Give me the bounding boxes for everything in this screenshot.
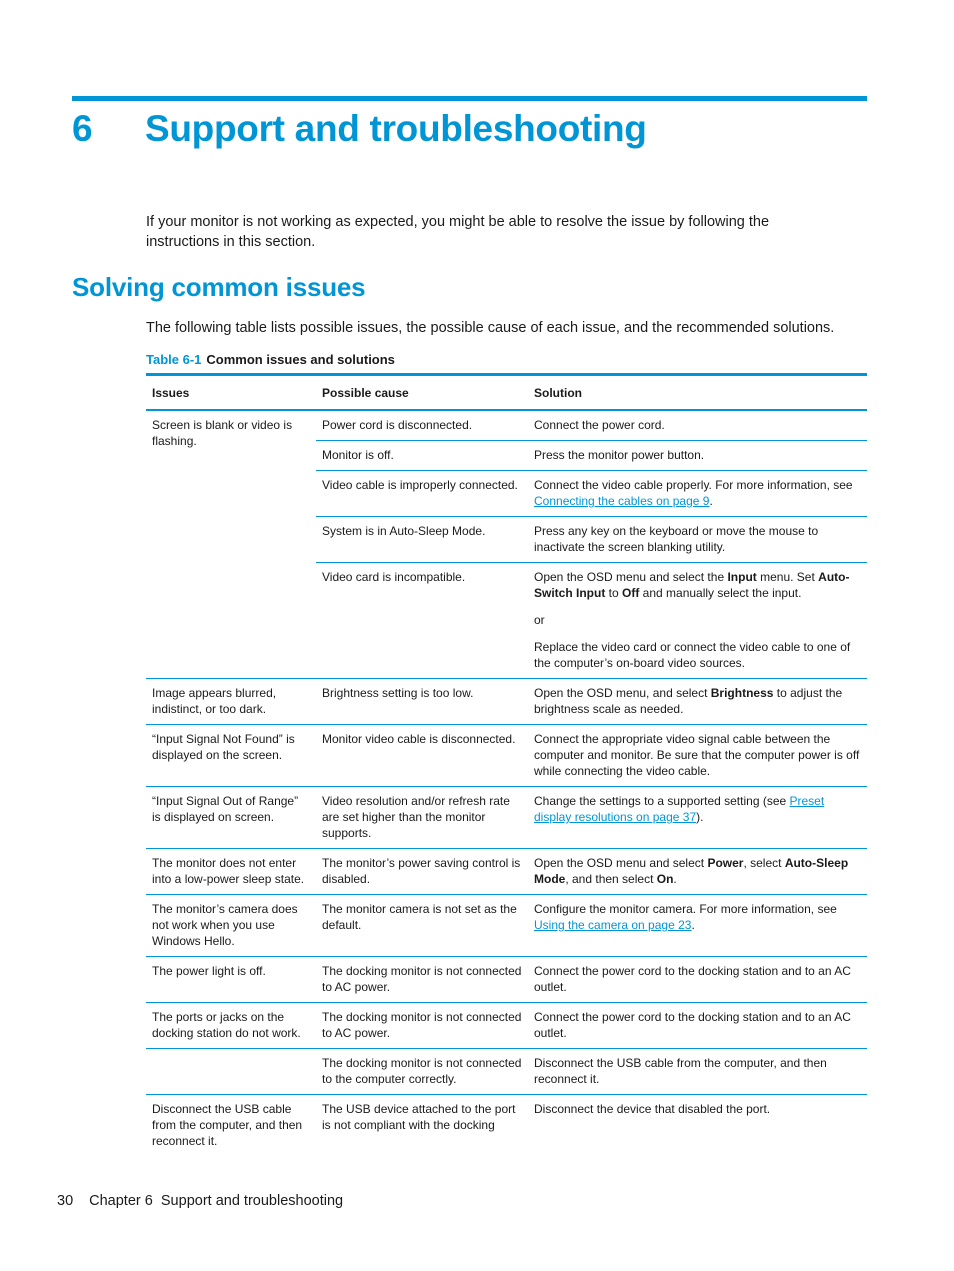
osd-on-term: On: [656, 872, 674, 886]
solution-text: ).: [696, 810, 704, 824]
using-camera-link[interactable]: Using the camera on page 23: [534, 918, 692, 932]
cause-cell: The docking monitor is not connected to AC power.: [316, 1003, 528, 1049]
solution-text: to: [605, 586, 623, 600]
table-caption-number: Table 6-1: [146, 352, 202, 367]
table-row: [146, 679, 867, 725]
solution-cell: [528, 787, 867, 849]
solution-text: .: [709, 494, 713, 508]
page-number: 30: [57, 1193, 74, 1209]
table-row: [146, 895, 867, 957]
osd-off-term: Off: [622, 586, 640, 600]
issue-cell: Screen is blank or video is flashing.: [146, 410, 316, 679]
issue-cell: The monitor does not enter into a low-power sleep state.: [146, 849, 316, 895]
solution-text: and manually select the input.: [639, 586, 802, 600]
issue-cell: The ports or jacks on the docking station do not work.: [146, 1003, 316, 1049]
table-row: [146, 787, 867, 849]
section-lead-paragraph: The following table lists possible issues, the possible cause of each issue, and the recommended solutions.: [146, 320, 835, 336]
cause-cell: System is in Auto-Sleep Mode.: [316, 517, 528, 563]
solution-text: Open the OSD menu and select: [534, 856, 708, 870]
solution-cell: Connect the power cord to the docking station and to an AC outlet.: [528, 1003, 867, 1049]
solution-cell: Disconnect the USB cable from the computer, and then reconnect it.: [528, 1049, 867, 1095]
page-footer: [57, 1193, 343, 1209]
table-row: [146, 1049, 867, 1095]
solution-cell: Connect the appropriate video signal cable between the computer and monitor. Be sure that the computer power is off while connecting the video cable.: [528, 725, 867, 787]
cause-cell: Brightness setting is too low.: [316, 679, 528, 725]
solution-text: .: [673, 872, 677, 886]
osd-input-term: Input: [727, 570, 757, 584]
solution-cell: Press any key on the keyboard or move the mouse to inactivate the screen blanking utility.: [528, 517, 867, 563]
solution-text: Open the OSD menu, and select: [534, 686, 711, 700]
solution-text: .: [691, 918, 695, 932]
solution-text: , and then select: [565, 872, 657, 886]
table-header-row: [146, 375, 867, 411]
footer-chapter-title: Support and troubleshooting: [160, 1193, 344, 1209]
issues-table: [146, 373, 867, 1156]
cause-cell: Power cord is disconnected.: [316, 410, 528, 441]
issue-cell: The power light is off.: [146, 957, 316, 1003]
table-row: [146, 725, 867, 787]
solution-text: , select: [743, 856, 785, 870]
header-solution: Solution: [528, 375, 867, 411]
preset-resolutions-link[interactable]: Preset display resolutions on page 37: [534, 794, 825, 824]
chapter-title-text: Support and troubleshooting: [145, 108, 647, 149]
issue-cell: The monitor’s camera does not work when you use Windows Hello.: [146, 895, 316, 957]
header-possible-cause: Possible cause: [316, 375, 528, 411]
footer-chapter-label: Chapter 6: [89, 1193, 153, 1209]
osd-auto-switch-term: Auto-Switch Input: [534, 570, 850, 600]
issue-cell: Image appears blurred, indistinct, or too dark.: [146, 679, 316, 725]
issue-cell: Disconnect the USB cable from the computer, and then reconnect it.: [152, 1102, 303, 1148]
solution-cell: Disconnect the device that disabled the port.: [534, 1102, 771, 1116]
cause-cell: Video resolution and/or refresh rate are set higher than the monitor supports.: [316, 787, 528, 849]
solution-text: Configure the monitor camera. For more information, see: [534, 902, 837, 916]
solution-cell: [528, 895, 867, 957]
solution-cell: [528, 849, 867, 895]
connecting-cables-link[interactable]: Connecting the cables on page 9: [534, 494, 710, 508]
solution-cell: [528, 679, 867, 725]
issue-cell: “Input Signal Not Found” is displayed on the screen.: [146, 725, 316, 787]
solution-text: Open the OSD menu and select the: [534, 570, 728, 584]
table-row: [146, 849, 867, 895]
intro-paragraph: If your monitor is not working as expected, you might be able to resolve the issue by following the instructions in this section.: [146, 214, 770, 250]
solution-text: Connect the video cable properly. For more information, see: [534, 478, 853, 492]
table-row: [146, 957, 867, 1003]
table-row: [146, 1095, 867, 1157]
solution-paragraph: [534, 569, 861, 601]
cause-cell: The docking monitor is not connected to the computer correctly.: [316, 1049, 528, 1095]
cause-cell: The USB device attached to the port is not compliant with the docking: [322, 1102, 516, 1132]
solution-cell: Connect the power cord.: [528, 410, 867, 441]
osd-brightness-term: Brightness: [710, 686, 774, 700]
table-row: [146, 410, 867, 441]
solution-text: to adjust the brightness scale as needed.: [534, 686, 843, 716]
solution-text: Change the settings to a supported setting (see: [534, 794, 790, 808]
cause-cell: The monitor’s power saving control is disabled.: [316, 849, 528, 895]
chapter-number: 6: [72, 108, 93, 149]
osd-auto-sleep-term: Auto-Sleep Mode: [534, 856, 849, 886]
solution-cell: Press the monitor power button.: [528, 441, 867, 471]
cause-cell: Monitor is off.: [316, 441, 528, 471]
section-title: Solving common issues: [72, 272, 366, 302]
cause-cell: Video card is incompatible.: [316, 563, 528, 679]
osd-power-term: Power: [707, 856, 744, 870]
solution-paragraph: Replace the video card or connect the video cable to one of the computer’s on-board video sources.: [534, 640, 851, 670]
solution-or: or: [534, 613, 545, 627]
issue-cell: [146, 1049, 316, 1095]
solution-cell: [528, 471, 867, 517]
solution-text: menu. Set: [756, 570, 819, 584]
header-issues: Issues: [146, 375, 316, 411]
cause-cell: The docking monitor is not connected to AC power.: [316, 957, 528, 1003]
chapter-top-rule: [72, 96, 867, 101]
solution-cell: [528, 563, 867, 679]
issue-cell: “Input Signal Out of Range” is displayed on screen.: [146, 787, 316, 849]
table-caption-title: Common issues and solutions: [206, 352, 395, 367]
table-row: [146, 1003, 867, 1049]
cause-cell: Video cable is improperly connected.: [316, 471, 528, 517]
table-caption: [146, 352, 395, 367]
cause-cell: Monitor video cable is disconnected.: [316, 725, 528, 787]
cause-cell: The monitor camera is not set as the default.: [316, 895, 528, 957]
solution-cell: Connect the power cord to the docking station and to an AC outlet.: [528, 957, 867, 1003]
chapter-title: [72, 108, 647, 150]
